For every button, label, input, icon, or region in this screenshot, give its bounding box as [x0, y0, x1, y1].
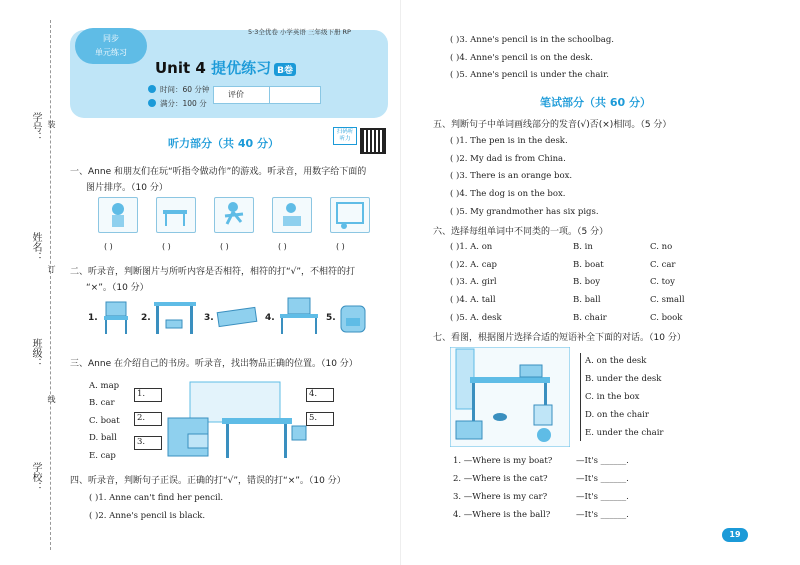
q4-item-5[interactable]: ( )5. Anne's pencil is under the chair.: [450, 70, 609, 80]
q6-item-2-a[interactable]: ( )2. A. cap: [450, 260, 497, 270]
q2-num-2: 2.: [141, 313, 151, 323]
q4-item-3[interactable]: ( )3. Anne's pencil is in the schoolbag.: [450, 35, 615, 45]
unit-title-sub: 提优练习: [211, 59, 272, 77]
question-2-points: “×”。（10 分）: [86, 283, 149, 293]
q5-item-4[interactable]: ( )4. The dog is on the box.: [450, 189, 566, 199]
score-icon: [148, 99, 156, 107]
q1-blank-3[interactable]: ( ): [220, 242, 229, 251]
q6-item-2-c: C. car: [650, 260, 676, 270]
writing-icon: [273, 198, 311, 232]
binding-dash-line: [50, 20, 51, 550]
question-1-points: 图片排序。（10 分）: [86, 183, 168, 193]
boy-icon: [99, 198, 137, 232]
q7-option-d: D. on the chair: [585, 410, 649, 420]
q1-blank-1[interactable]: ( ): [104, 242, 113, 251]
picture-board: [330, 197, 370, 233]
q6-item-3-c: C. toy: [650, 277, 675, 287]
badge-line-2: 单元练习: [95, 48, 127, 57]
pencil-box-icon: [214, 304, 260, 330]
girl-icon: [215, 198, 253, 232]
q7-dialog-4-q: 4. —Where is the ball?: [453, 510, 551, 520]
desk-car-icon: [150, 298, 200, 336]
eval-label: 评价: [214, 87, 270, 103]
clock-icon: [148, 85, 156, 93]
listening-title: 听力部分（共 40 分）: [168, 137, 279, 150]
binding-mark-1: 装: [47, 120, 56, 128]
q7-dialog-2-q: 2. —Where is the cat?: [453, 474, 548, 484]
room-picture: [450, 347, 570, 447]
q5-item-3[interactable]: ( )3. There is an orange box.: [450, 171, 573, 181]
q7-dialog-1-q: 1. —Where is my boat?: [453, 456, 553, 466]
q2-num-3: 3.: [204, 313, 214, 323]
q6-item-5-b: B. chair: [573, 313, 607, 323]
time-info: [148, 84, 209, 95]
unit-title: [155, 57, 296, 78]
q3-option-b: B. car: [89, 398, 115, 408]
q4-item-1[interactable]: ( )1. Anne can't find her pencil.: [89, 493, 224, 503]
q7-dialog-1-a[interactable]: —It's ______.: [576, 456, 629, 466]
q3-box-2[interactable]: 2.: [134, 412, 162, 426]
q5-item-2[interactable]: ( )2. My dad is from China.: [450, 154, 566, 164]
evaluation-box[interactable]: [213, 86, 321, 104]
binding-mark-3: 线: [47, 395, 56, 403]
class-label: 班级：: [30, 338, 41, 368]
q1-blank-5[interactable]: ( ): [336, 242, 345, 251]
badge-line-1: 同步: [103, 34, 119, 43]
q2-num-5: 5.: [326, 313, 336, 323]
q1-blank-4[interactable]: ( ): [278, 242, 287, 251]
unit-title-main: Unit 4: [155, 59, 212, 77]
q6-item-5-c: C. book: [650, 313, 683, 323]
q6-item-4-b: B. ball: [573, 295, 601, 305]
question-7: 七、看图，根据图片选择合适的短语补全下面的对话。（10 分）: [433, 333, 686, 343]
qr-label: 扫码听听力: [333, 127, 357, 145]
sync-badge: [75, 28, 147, 64]
name-label: 姓名：: [30, 232, 41, 262]
q6-item-2-b: B. boat: [573, 260, 604, 270]
school-label: 学校：: [30, 462, 41, 492]
score-info: [148, 98, 207, 109]
q4-item-2[interactable]: ( )2. Anne's pencil is black.: [89, 511, 206, 521]
q3-option-a: A. map: [89, 381, 120, 391]
q7-option-b: B. under the desk: [585, 374, 662, 384]
q7-dialog-3-q: 3. —Where is my car?: [453, 492, 548, 502]
schoolbag-icon: [336, 298, 370, 336]
question-1: 一、Anne 和朋友们在玩“听指令做动作”的游戏。听录音，用数字给下面的: [70, 167, 367, 177]
picture-girl-running: [214, 197, 254, 233]
picture-desk: [156, 197, 196, 233]
question-4: 四、听录音，判断句子正误。正确的打“√”，错误的打“×”。（10 分）: [70, 476, 346, 486]
b-tag: B卷: [274, 63, 296, 76]
id-label: 学号：: [30, 112, 41, 142]
q3-box-5[interactable]: 5.: [306, 412, 334, 426]
written-title: 笔试部分（共 60 分）: [540, 96, 651, 109]
qr-code-icon[interactable]: [360, 128, 386, 154]
picture-girl-writing: [272, 197, 312, 233]
q2-num-4: 4.: [265, 313, 275, 323]
q3-box-1[interactable]: 1.: [134, 388, 162, 402]
book-info: 5·3全优卷 小学英语 三年级下册 RP: [248, 28, 351, 36]
page-divider: [400, 0, 401, 565]
score-text: 满分：100 分: [160, 99, 207, 108]
study-room-picture: [160, 378, 310, 464]
q4-item-4[interactable]: ( )4. Anne's pencil is on the desk.: [450, 53, 593, 63]
board-icon: [331, 198, 369, 232]
q7-dialog-4-a[interactable]: —It's ______.: [576, 510, 629, 520]
table-box-icon: [276, 296, 322, 336]
q3-option-d: D. ball: [89, 433, 117, 443]
q7-dialog-2-a[interactable]: —It's ______.: [576, 474, 629, 484]
q7-dialog-3-a[interactable]: —It's ______.: [576, 492, 629, 502]
q6-item-3-b: B. boy: [573, 277, 601, 287]
q6-item-4-a[interactable]: ( )4. A. tall: [450, 295, 496, 305]
time-text: 时间：60 分钟: [160, 85, 210, 94]
q5-item-1[interactable]: ( )1. The pen is in the desk.: [450, 136, 568, 146]
chair-icon: [98, 298, 134, 336]
question-2: 二、听录音，判断图片与所听内容是否相符，相符的打“√”，不相符的打: [70, 267, 356, 277]
q7-option-e: E. under the chair: [585, 428, 664, 438]
q6-item-4-c: C. small: [650, 295, 685, 305]
q7-option-c: C. in the box: [585, 392, 640, 402]
q2-num-1: 1.: [88, 313, 98, 323]
q7-option-a: A. on the desk: [585, 356, 647, 366]
q3-option-c: C. boat: [89, 416, 120, 426]
q6-item-5-a[interactable]: ( )5. A. desk: [450, 313, 502, 323]
question-3: 三、Anne 在介绍自己的书房。听录音，找出物品正确的位置。（10 分）: [70, 359, 358, 369]
picture-boy-1: [98, 197, 138, 233]
q1-blank-2[interactable]: ( ): [162, 242, 171, 251]
desk-icon: [157, 198, 195, 232]
q6-item-1-b: B. in: [573, 242, 593, 252]
question-5: 五、判断句子中单词画线部分的发音(√)否(×)相同。（5 分）: [433, 120, 672, 130]
page-number: 19: [722, 528, 748, 542]
q5-item-5[interactable]: ( )5. My grandmother has six pigs.: [450, 207, 599, 217]
q3-option-e: E. cap: [89, 451, 116, 461]
q3-box-3[interactable]: 3.: [134, 436, 162, 450]
q3-box-4[interactable]: 4.: [306, 388, 334, 402]
q6-item-3-a[interactable]: ( )3. A. girl: [450, 277, 497, 287]
binding-mark-2: 订: [47, 265, 56, 273]
q6-item-1-a[interactable]: ( )1. A. on: [450, 242, 493, 252]
q6-item-1-c: C. no: [650, 242, 673, 252]
question-6: 六、选择每组单词中不同类的一项。（5 分）: [433, 227, 609, 237]
